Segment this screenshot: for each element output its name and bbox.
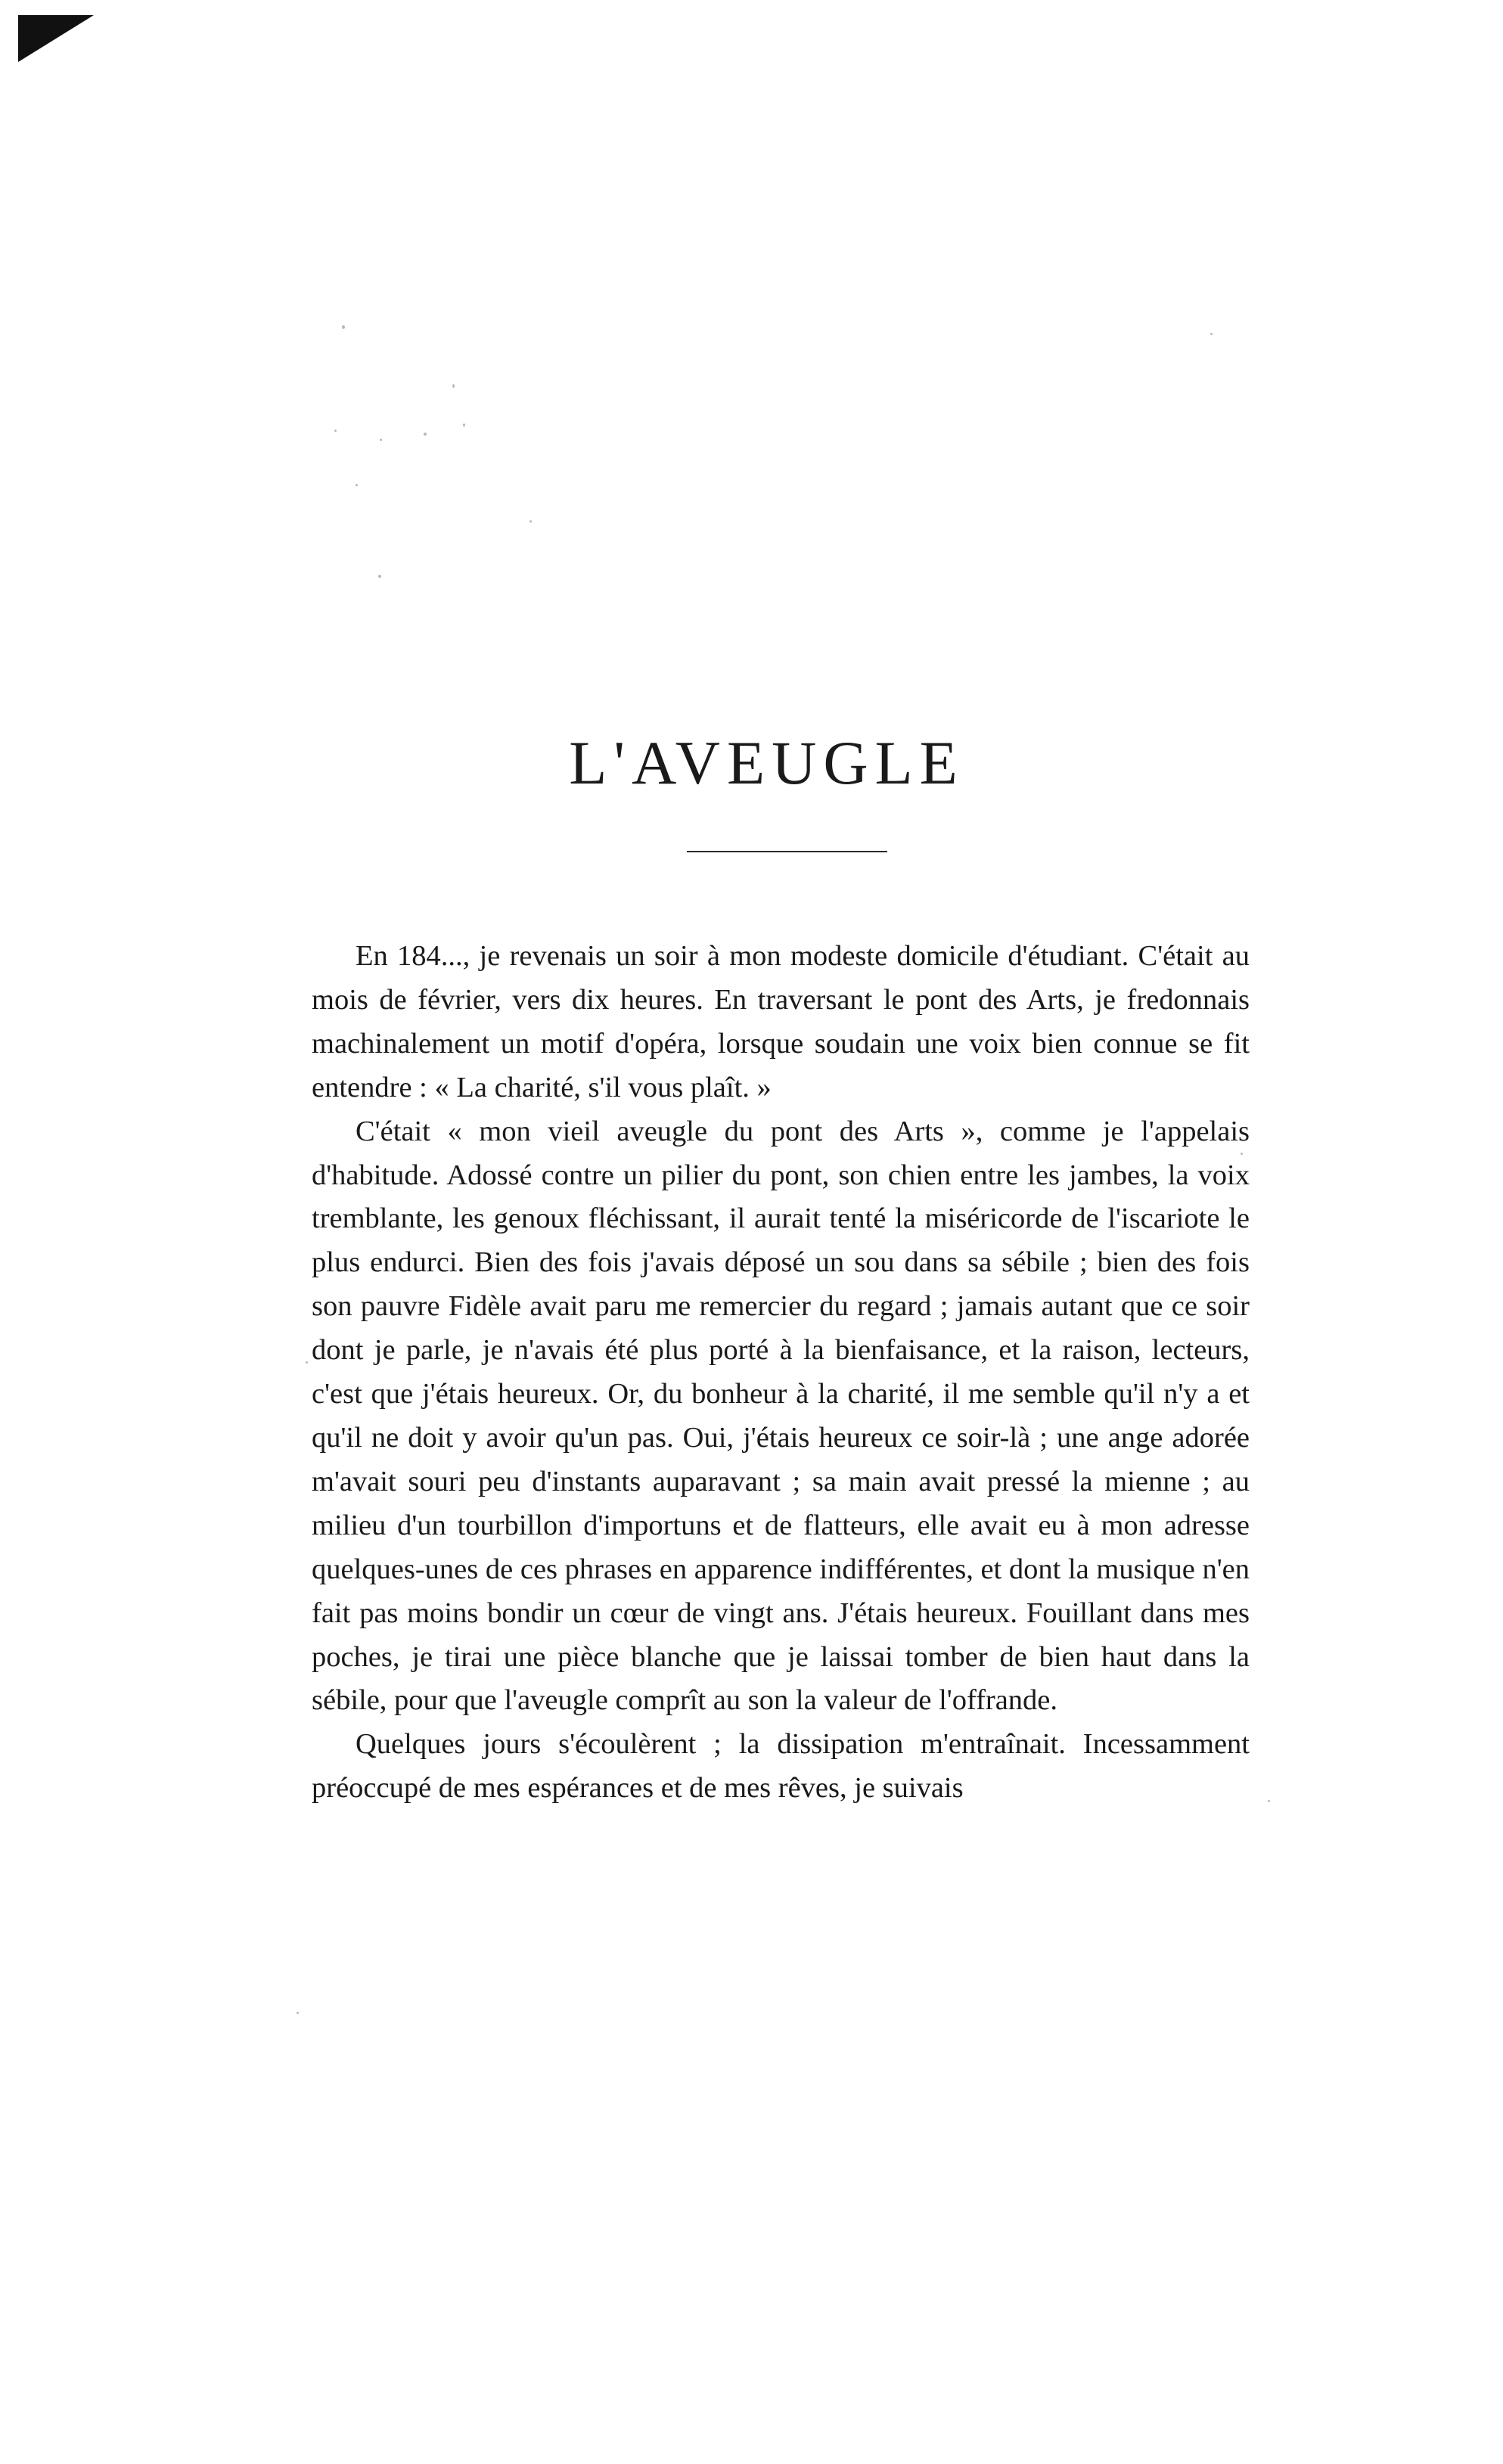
paragraph: En 184..., je revenais un soir à mon modeste domicile d'étudiant. C'était au mois de février, vers dix heures. En traversant le pont des Arts, je fredonnais machinalement un motif d'opéra, lorsque soudain une voix bien connue se fit entendre : « La charité, s'il vous plaît. » — [312, 940, 1250, 1103]
corner-tab-mark — [18, 15, 94, 62]
page-title: L'AVEUGLE — [569, 728, 964, 797]
paragraph: C'était « mon vieil aveugle du pont des Arts », comme je l'appelais d'habitude. Adossé contre un pilier du pont, son chien entre les jambes, la voix tremblante, les genoux fléchissant, il aurait tenté la miséricorde de l'iscariote le plus endurci. Bien des fois j'avais déposé un sou dans sa sébile ; bien des fois son pauvre Fidèle avait paru me remercier du regard ; jamais autant que ce soir dont je parle, je n'avais été plus porté à la bienfaisance, et la raison, lecteurs, c'est que j'étais heureux. Or, du bonheur à la charité, il me semble qu'il n'y a et qu'il ne doit y avoir qu'un pas. Oui, j'étais heureux ce soir-là ; une ange adorée m'avait souri peu d'instants auparavant ; sa main avait pressé la mienne ; au milieu d'un tourbillon d'importuns et de flatteurs, elle avait eu à mon adresse quelques-unes de ces phrases en apparence indifférentes, et dont la musique n'en fait pas moins bondir un cœur de vingt ans. J'étais heureux. Fouillant dans mes poches, je tirai une pièce blanche que je laissai tomber de bien haut dans la sébile, pour que l'aveugle comprît au son la valeur de l'offrande. — [312, 1115, 1250, 1717]
title-divider — [687, 851, 887, 852]
paragraph: Quelques jours s'écoulèrent ; la dissipation m'entraînait. Incessamment préoccupé de mes espérances et de mes rêves, je suivais — [312, 1728, 1250, 1805]
body-text — [312, 935, 1250, 1811]
